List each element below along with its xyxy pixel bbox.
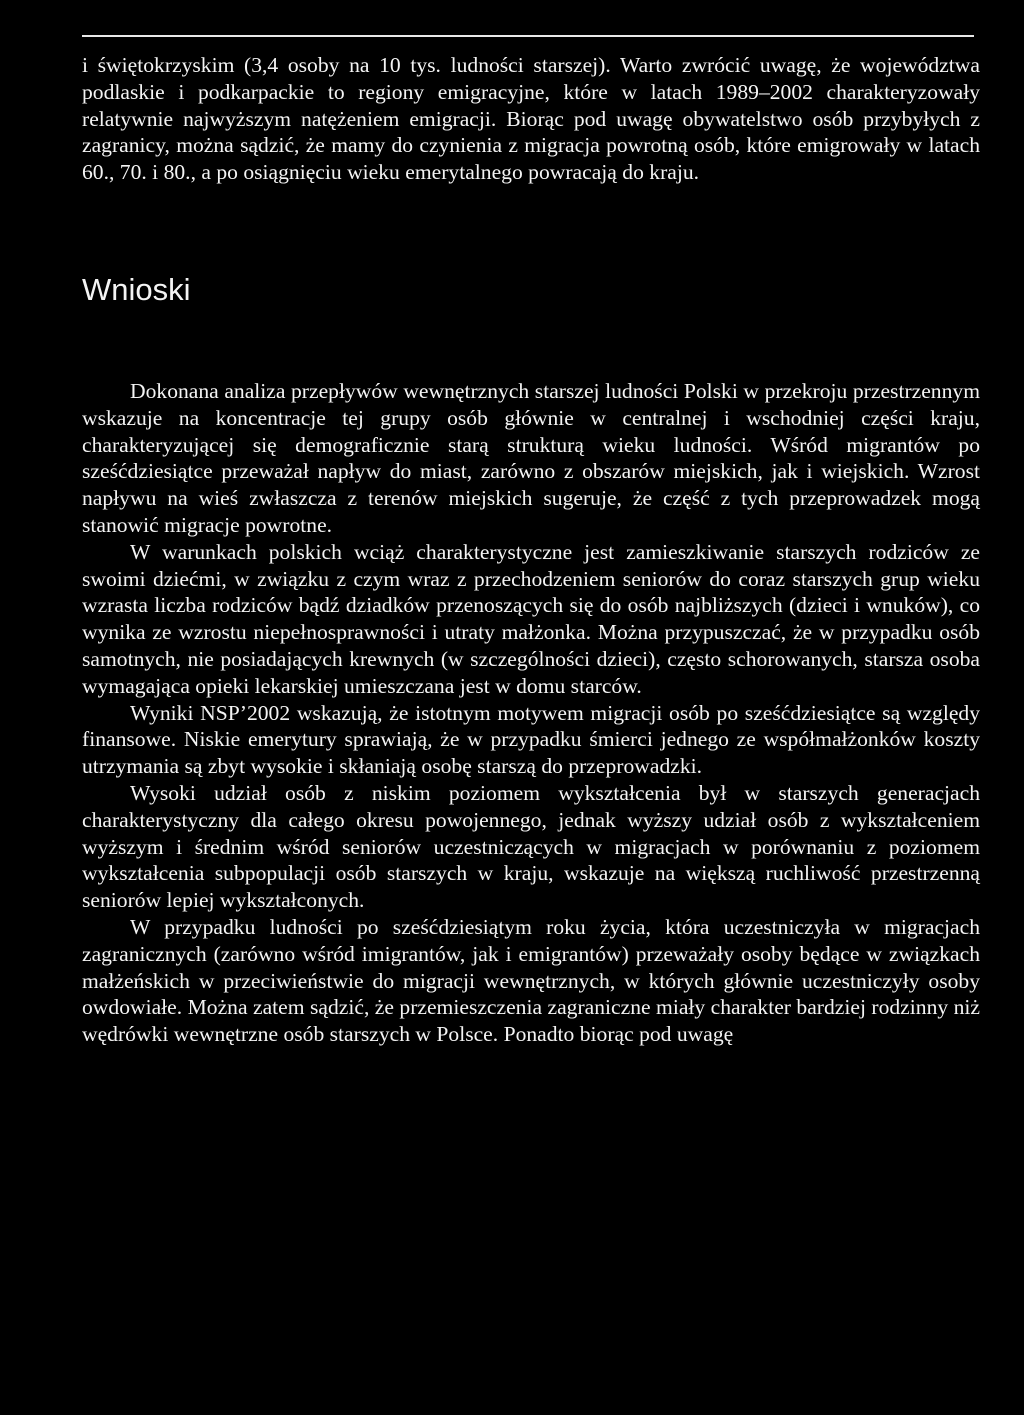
document-page [82, 52, 980, 1048]
section-heading: Wnioski [82, 271, 191, 307]
paragraph-financial-motives: Wyniki NSP’2002 wskazują, że istotnym motywem migracji osób po sześćdziesiątce są względy finansowe. Niskie emerytury sprawiają, że w przypadku śmierci jednego ze współmałżonków koszty utrzymania są zbyt wysokie i skłaniają osobę starszą do przeprowadzki. [82, 700, 980, 779]
section-heading-wrap [82, 272, 980, 308]
header-rule [82, 35, 974, 37]
paragraph-international-migration: W przypadku ludności po sześćdziesiątym roku życia, która uczestniczyła w migracjach zagranicznych (zarówno wśród imigrantów, jak i emigrantów) przeważały osoby będące w związkach małżeńskich w przeciwieństwie do migracji wewnętrznych, w których głównie uczestniczyły osoby owdowiałe. Można zatem sądzić, że przemieszczenia zagraniczne miały charakter bardziej rodzinny niż wędrówki wewnętrzne osób starszych w Polsce. Ponadto biorąc pod uwagę [82, 914, 980, 1047]
intro-paragraph: i świętokrzyskim (3,4 osoby na 10 tys. ludności starszej). Warto zwrócić uwagę, że województwa podlaskie i podkarpackie to regiony emigracyjne, które w latach 1989–2002 charakteryzowały relatywnie najwyższym natężeniem emigracji. Biorąc pod uwagę obywatelstwo osób przybyłych z zagranicy, można sądzić, że mamy do czynienia z migracja powrotną osób, które emigrowały w latach 60., 70. i 80., a po osiągnięciu wieku emerytalnego powracają do kraju. [82, 53, 980, 185]
paragraph-education: Wysoki udział osób z niskim poziomem wykształcenia był w starszych generacjach charakterystyczny dla całego okresu powojennego, jednak wyższy udział osób z wykształceniem wyższym i średnim wśród seniorów uczestniczących w migracjach w porównaniu z poziomem wykształcenia subpopulacji osób starszych w kraju, wskazuje na większą ruchliwość przestrzenną seniorów lepiej wykształconych. [82, 780, 980, 913]
paragraph-living-conditions: W warunkach polskich wciąż charakterystyczne jest zamieszkiwanie starszych rodziców ze swoimi dziećmi, w związku z czym wraz z przechodzeniem seniorów do coraz starszych grup wieku wzrasta liczba rodziców bądź dziadków przenoszących się do osób najbliższych (dzieci i wnuków), co wynika ze wzrostu niepełnosprawności i utraty małżonka. Można przypuszczać, że w przypadku osób samotnych, nie posiadających krewnych (w szczególności dzieci), często schorowanych, starsza osoba wymagająca opieki lekarskiej umieszczana jest w domu starców. [82, 539, 980, 698]
paragraph-analysis: Dokonana analiza przepływów wewnętrznych starszej ludności Polski w przekroju przestrzennym wskazuje na koncentracje tej grupy osób głównie w centralnej i wschodniej części kraju, charakteryzującej się demograficznie starą strukturą wieku ludności. Wśród migrantów po sześćdziesiątce przeważał napływ do miast, zarówno z obszarów miejskich, jak i wiejskich. Wzrost napływu na wieś zwłaszcza z terenów miejskich sugeruje, że część z tych przeprowadzek mogą stanowić migracje powrotne. [82, 378, 980, 537]
